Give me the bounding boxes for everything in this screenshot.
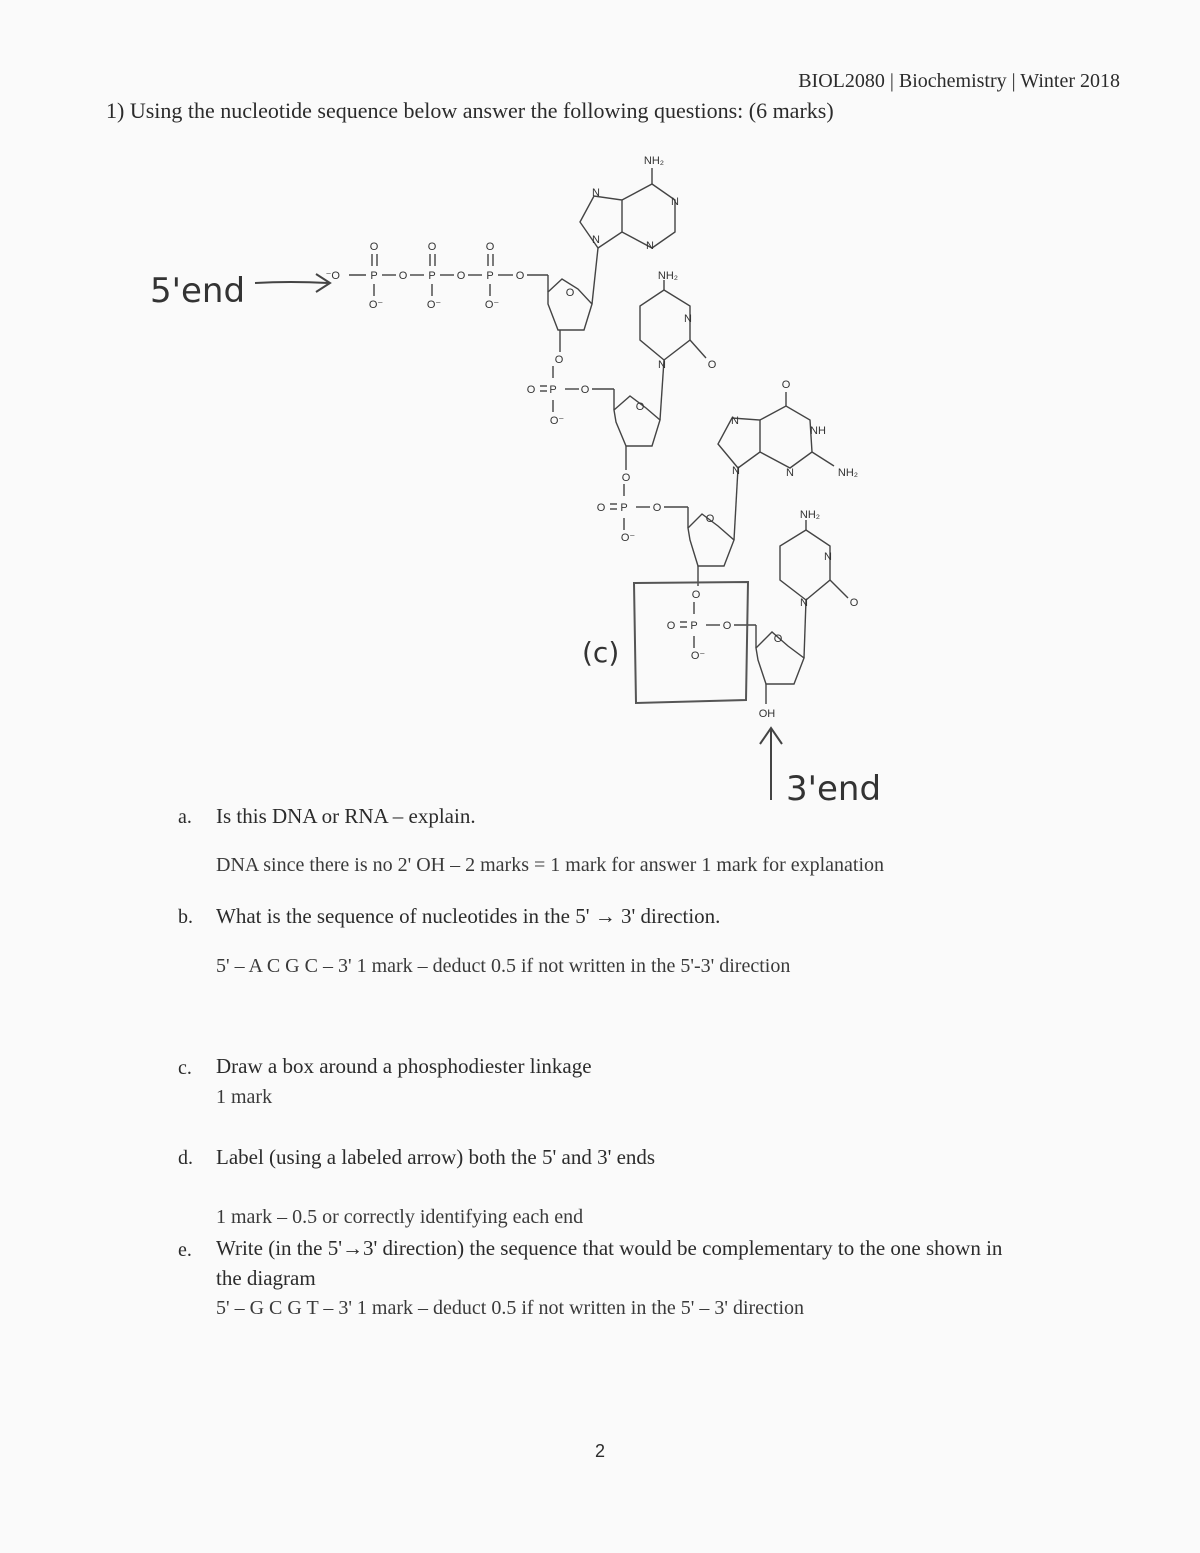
page-number: 2 (594, 1441, 605, 1461)
item-e-letter: e. (178, 1239, 192, 1261)
atom-label: O (773, 633, 783, 645)
item-d-letter: d. (178, 1147, 193, 1169)
atom-label: O (849, 597, 859, 609)
item-d-answer: 1 mark – 0.5 or correctly identifying each end (216, 1206, 584, 1228)
item-b-question: What is the sequence of nucleotides in the 5' → 3' direction. (216, 904, 721, 928)
atom-label: NH₂ (799, 509, 821, 521)
atom-label: O (621, 472, 631, 484)
atom-label: O (781, 379, 791, 391)
atom-label: O (485, 241, 495, 253)
three-prime-end-label: 3'end (786, 769, 882, 809)
item-b-answer: 5' – A C G C – 3' 1 mark – deduct 0.5 if not written in the 5'-3' direction (216, 955, 791, 977)
item-a-answer: DNA since there is no 2' OH – 2 marks = 1 mark for answer 1 mark for explanation (216, 854, 885, 876)
atom-label: O (596, 502, 606, 514)
atom-label: N (592, 234, 600, 246)
atom-label: N (732, 465, 740, 477)
atom-label: O⁻ (368, 299, 384, 311)
atom-label: N (646, 240, 654, 252)
atom-label: P (370, 270, 378, 282)
atom-label: O⁻ (549, 415, 565, 427)
atom-label: P (690, 620, 698, 632)
item-d-question: Label (using a labeled arrow) both the 5' and 3' ends (216, 1145, 656, 1169)
atom-label: NH₂ (657, 270, 679, 282)
course-header: BIOL2080 | Biochemistry | Winter 2018 (798, 70, 1120, 92)
atom-label: N (658, 359, 666, 371)
atom-label: O (705, 513, 715, 525)
atom-label: O (580, 384, 590, 396)
atom-label: O (722, 620, 732, 632)
question-text: Using the nucleotide sequence below answer the following questions: (6 marks) (129, 98, 834, 123)
five-prime-arrow (255, 274, 330, 292)
item-e-answer: 5' – G C G T – 3' 1 mark – deduct 0.5 if not written in the 5' – 3' direction (216, 1297, 805, 1319)
atom-label: P (620, 502, 628, 514)
item-e-question-line1: Write (in the 5'→3' direction) the sequence that would be complementary to the one shown in (216, 1236, 1003, 1260)
five-prime-end-label: 5'end (150, 271, 246, 311)
atom-label: OH (758, 708, 776, 720)
atom-label: O (652, 502, 662, 514)
atom-label: O (526, 384, 536, 396)
atom-label: O (565, 287, 575, 299)
atom-label: N (592, 187, 600, 199)
atom-label: O (456, 270, 466, 282)
item-c-letter: c. (178, 1057, 192, 1079)
item-b-letter: b. (178, 906, 193, 928)
atom-label: O⁻ (690, 650, 706, 662)
item-e-question-line2: the diagram (216, 1266, 316, 1290)
three-prime-arrow (760, 728, 782, 800)
atom-label: O⁻ (620, 532, 636, 544)
atom-label: N (671, 196, 679, 208)
atom-label: O (554, 354, 564, 366)
atom-label: O (427, 241, 437, 253)
atom-label: NH₂ (837, 467, 859, 479)
atom-label: O (369, 241, 379, 253)
atom-label: N (800, 597, 808, 609)
atom-label: O (635, 401, 645, 413)
atom-label: N (731, 415, 739, 427)
atom-label: NH (810, 425, 826, 437)
atom-label: P (428, 270, 436, 282)
item-a-question: Is this DNA or RNA – explain. (216, 804, 476, 828)
box-c-label: (c) (582, 636, 620, 669)
item-c-question: Draw a box around a phosphodiester linkage (216, 1054, 592, 1078)
atom-label: P (549, 384, 557, 396)
atom-label: N (786, 467, 794, 479)
item-a-letter: a. (178, 806, 192, 828)
atom-label: O (515, 270, 525, 282)
atom-label: O⁻ (426, 299, 442, 311)
atom-label: N (824, 551, 832, 563)
atom-label: O⁻ (484, 299, 500, 311)
atom-label: O (666, 620, 676, 632)
question-number: 1) (106, 98, 125, 123)
atom-label: O (707, 359, 717, 371)
atom-label: O (691, 589, 701, 601)
atom-label: NH₂ (643, 155, 665, 167)
atom-label: N (684, 313, 692, 325)
atom-label: P (486, 270, 494, 282)
atom-label: O (398, 270, 408, 282)
item-c-answer: 1 mark (216, 1086, 273, 1108)
oxide-label: ⁻O (325, 270, 340, 282)
